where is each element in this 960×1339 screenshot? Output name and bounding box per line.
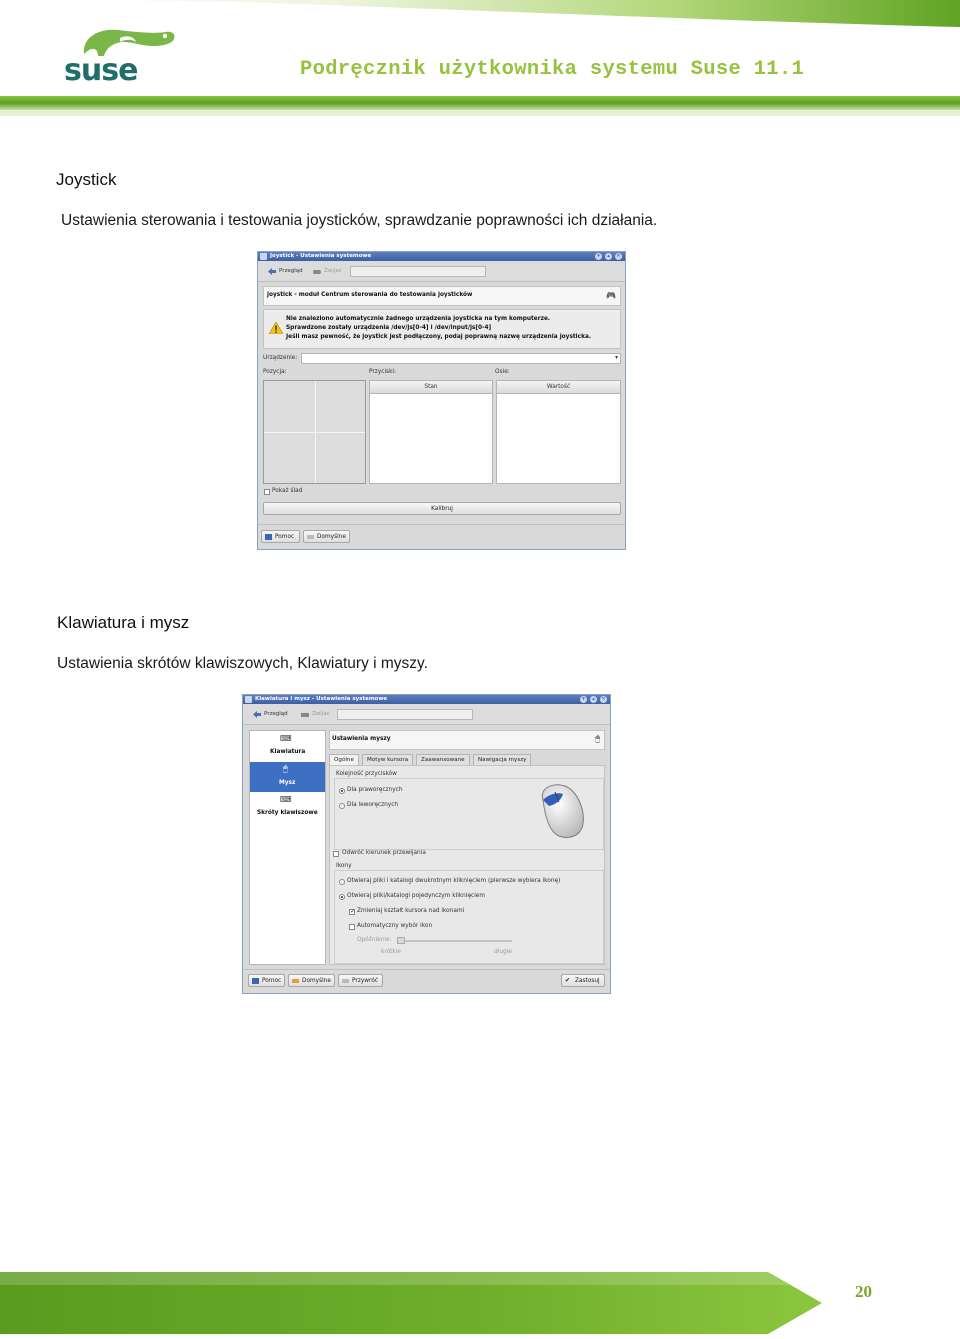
delay-short-label: krótkie [381, 949, 401, 955]
double-click-label: Otwieraj pliki i katalogi dwukrotnym kliknięciem (pierwsze wybiera ikonę) [347, 878, 561, 884]
checkmark-icon: ✔ [565, 977, 571, 984]
shortcuts-icon: ⌨ [280, 795, 292, 804]
help-book-icon [252, 978, 259, 984]
reverse-scroll-checkbox[interactable] [333, 851, 339, 857]
mouse-illustration-icon [535, 782, 587, 840]
show-trace-checkbox[interactable] [264, 489, 270, 495]
reverse-scroll-label: Odwróć kierunek przewijania [342, 850, 426, 856]
auto-select-label: Automatyczny wybór ikon [357, 923, 433, 929]
window-title: Joystick - Ustawienia systemowe [270, 253, 372, 259]
device-label: Urządzenie: [263, 355, 298, 361]
axes-table [496, 380, 621, 484]
keyboard-icon [301, 711, 309, 718]
collapse-button[interactable]: Zwijać [301, 709, 330, 720]
overview-button[interactable]: Przegląd [268, 266, 303, 277]
help-button[interactable]: Pomoc [261, 530, 300, 543]
warning-panel [263, 309, 621, 349]
module-header-text: joystick - moduł Centrum sterowania do testowania joysticków [267, 292, 473, 298]
reset-icon [342, 978, 349, 984]
warning-line-1: Nie znaleziono automatycznie żadnego urządzenia joysticka na tym komputerze. [286, 316, 551, 322]
overview-button[interactable]: Przegląd [253, 709, 288, 720]
section-description-joystick: Ustawienia sterowania i testowania joysticków, sprawdzanie poprawności ich działania. [61, 212, 658, 229]
mouse-settings-window [242, 694, 611, 994]
window-menu-icon[interactable] [260, 253, 267, 260]
warning-line-2: Sprawdzone zostały urządzenia /dev/js[0-4] i /dev/input/js[0-4] [286, 325, 492, 331]
module-header-panel [263, 286, 621, 306]
delay-long-label: długie [494, 949, 512, 955]
close-icon[interactable]: ✕ [616, 253, 621, 259]
defaults-button[interactable]: Domyślne [288, 974, 335, 987]
left-handed-label: Dla leworęcznych [347, 802, 399, 808]
buttons-label: Przyciski: [369, 369, 396, 375]
apply-button[interactable]: ✔ Zastosuj [561, 974, 605, 987]
calibrate-button[interactable]: Kalibruj [263, 502, 621, 515]
window-titlebar[interactable] [243, 695, 610, 704]
delay-label: Opóźnienie: [357, 937, 392, 943]
close-icon[interactable]: ✕ [601, 696, 606, 702]
module-header-panel [329, 730, 605, 750]
section-heading-keyboard-mouse: Klawiatura i mysz [57, 613, 190, 632]
section-description-keyboard-mouse: Ustawienia skrótów klawiszowych, Klawiatury i myszy. [57, 655, 428, 672]
joystick-icon: 🎮 [606, 291, 616, 300]
collapse-button[interactable]: Zwijać [313, 266, 342, 277]
tab-mouse-navigation[interactable]: Nawigacja myszy [473, 754, 531, 765]
minimize-icon[interactable]: ▾ [580, 696, 587, 703]
position-label: Pozycja: [263, 369, 287, 375]
change-cursor-label: Zmieniaj kształt kursora nad ikonami [357, 908, 465, 914]
chevron-down-icon: ▾ [615, 355, 618, 361]
minimize-icon[interactable]: ▾ [595, 253, 602, 260]
header-bottom-band [0, 96, 960, 116]
show-trace-label: Pokaż ślad [272, 488, 303, 494]
page-number: 20 [855, 1282, 872, 1301]
button-order-label: Kolejność przycisków [336, 771, 397, 777]
search-input[interactable] [337, 709, 473, 720]
joystick-settings-window [257, 251, 626, 550]
axes-label: Osie: [495, 369, 510, 375]
auto-select-checkbox[interactable] [349, 924, 355, 930]
defaults-icon [307, 534, 314, 540]
change-cursor-checkbox[interactable] [349, 909, 355, 915]
icons-label: Ikony [336, 863, 352, 869]
buttons-table [369, 380, 493, 484]
single-click-label: Otwieraj pliki/katalogi pojedynczym kliknięciem [347, 893, 486, 899]
tab-content-general [329, 765, 605, 965]
window-title: Klawiatura i mysz - Ustawienia systemowe [255, 696, 388, 702]
delay-slider[interactable] [397, 940, 512, 942]
sidebar-item-shortcuts[interactable]: ⌨ Skróty klawiszowe [257, 795, 318, 816]
mouse-icon: 🖱 [283, 764, 288, 773]
keyboard-icon: ⌨ [280, 734, 292, 743]
maximize-icon[interactable]: ▴ [605, 253, 612, 260]
mouse-icon: 🖱 [595, 734, 600, 743]
tab-advanced[interactable]: Zaawansowane [416, 754, 470, 765]
help-button[interactable]: Pomoc [248, 974, 285, 987]
document-title: Podręcznik użytkownika systemu Suse 11.1 [300, 58, 805, 81]
tab-cursor-theme[interactable]: Motyw kursora [362, 754, 413, 765]
svg-text:suse: suse [64, 53, 138, 84]
help-book-icon [265, 534, 272, 540]
defaults-button[interactable]: Domyślne [303, 530, 350, 543]
reset-button[interactable]: Przywróć [338, 974, 383, 987]
sidebar-item-keyboard[interactable]: ⌨ Klawiatura [270, 734, 306, 755]
maximize-icon[interactable]: ▴ [590, 696, 597, 703]
window-menu-icon[interactable] [245, 696, 252, 703]
state-column-header[interactable]: Stan [370, 381, 492, 394]
window-titlebar[interactable] [258, 252, 625, 261]
double-click-radio[interactable] [339, 879, 345, 885]
gamepad-icon [313, 268, 321, 275]
delay-slider-handle[interactable] [397, 937, 405, 944]
position-display [263, 380, 366, 484]
module-header-text: Ustawienia myszy [332, 736, 391, 742]
sidebar-item-mouse[interactable]: 🖱 Mysz [250, 762, 325, 792]
section-heading-joystick: Joystick [56, 170, 117, 189]
right-handed-label: Dla praworęcznych [347, 787, 403, 793]
toolbar [258, 261, 625, 282]
device-combobox[interactable] [301, 353, 621, 364]
search-input[interactable] [350, 266, 486, 277]
suse-logo [62, 24, 180, 84]
footer-band [0, 1270, 960, 1339]
warning-icon [269, 322, 283, 334]
toolbar [243, 704, 610, 725]
warning-line-3: Jeśli masz pewność, że joystick jest podłączony, podaj poprawną nazwę urządzenia joysticka. [286, 334, 592, 340]
single-click-radio[interactable] [339, 894, 345, 900]
defaults-icon [292, 978, 299, 984]
left-handed-radio[interactable] [339, 803, 345, 809]
module-sidebar [249, 730, 326, 965]
tab-general[interactable]: Ogólne [329, 754, 359, 766]
value-column-header[interactable]: Wartość [497, 381, 620, 394]
back-arrow-icon [268, 268, 276, 275]
back-arrow-icon [253, 711, 261, 718]
right-handed-radio[interactable] [339, 788, 345, 794]
